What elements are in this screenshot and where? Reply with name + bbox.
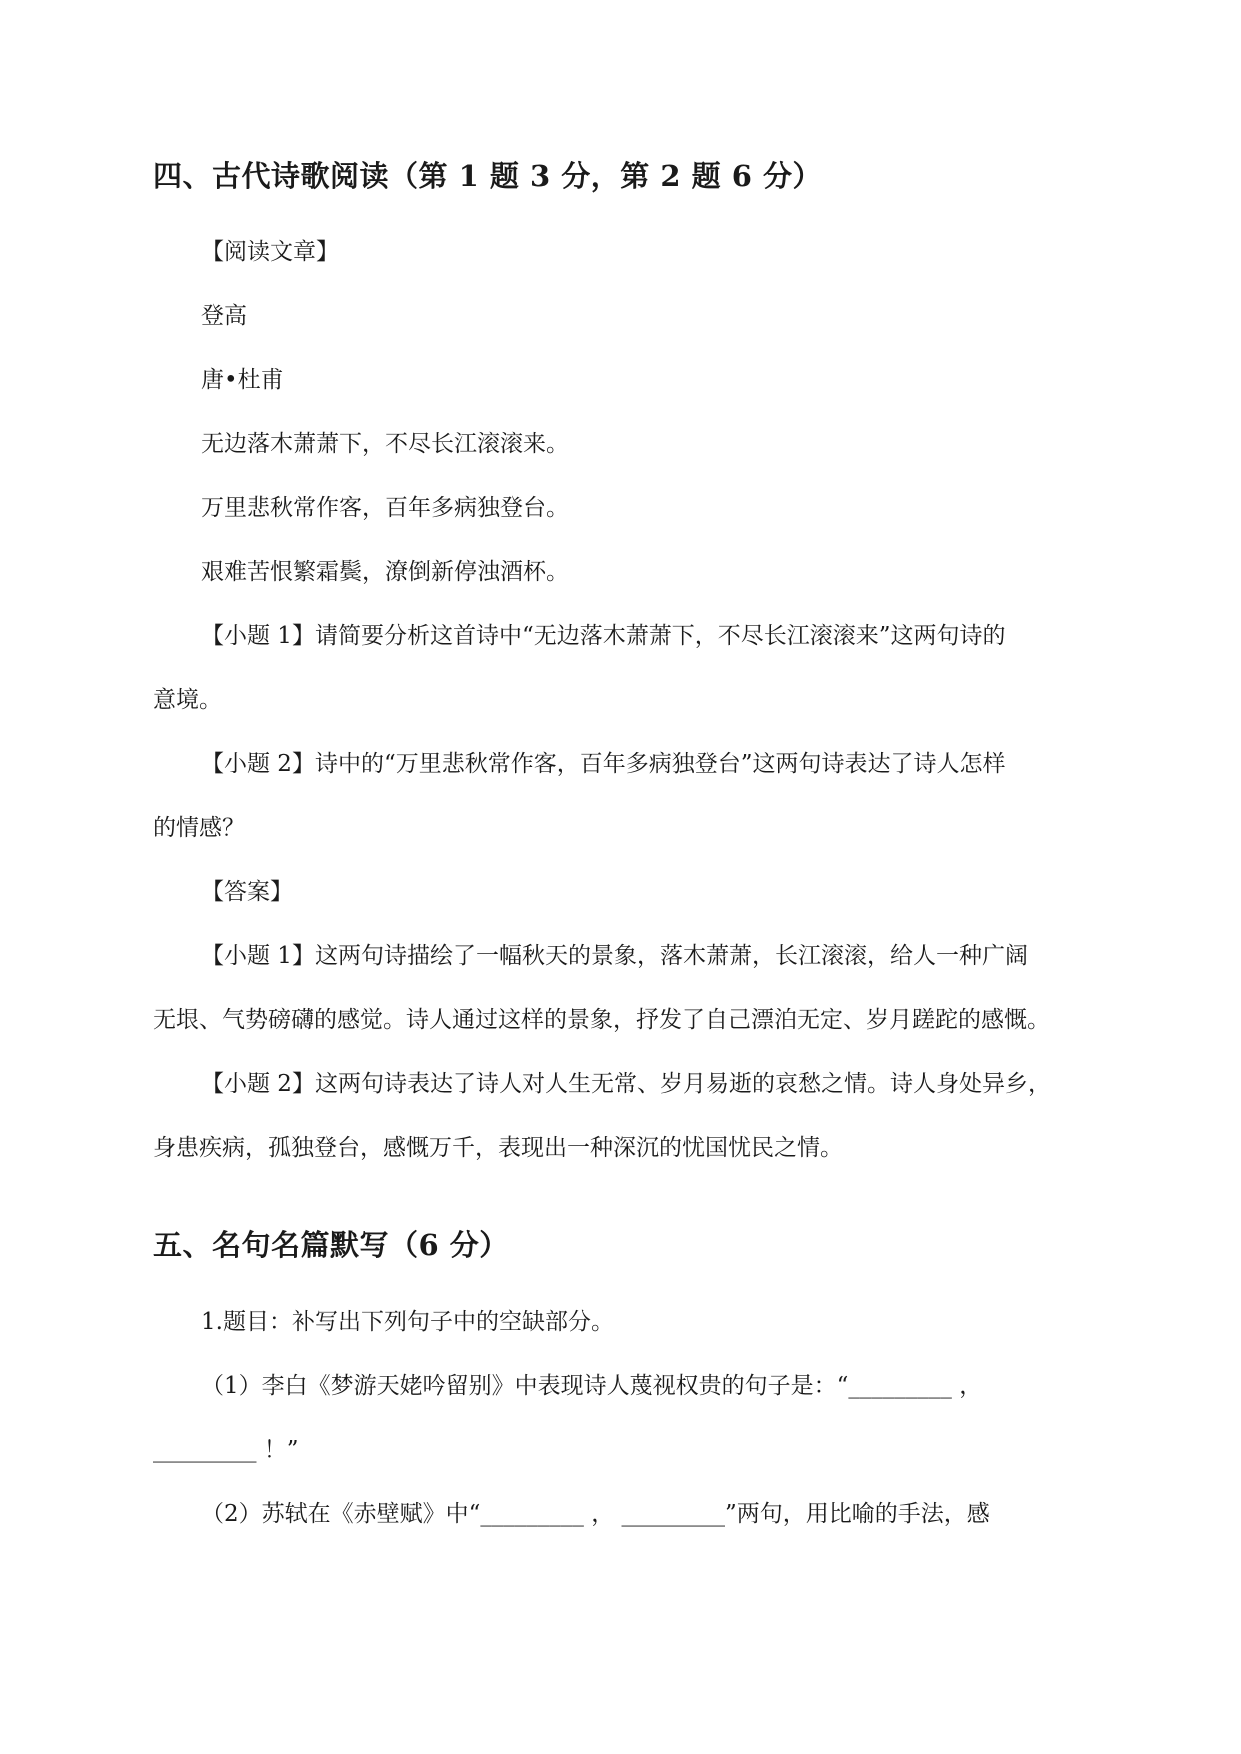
section-heading-poetry: 四、古代诗歌阅读（第 1 题 3 分，第 2 题 6 分） bbox=[153, 159, 822, 193]
question-1-cont: 意境。 bbox=[153, 687, 222, 713]
poem-title: 登高 bbox=[201, 303, 247, 329]
answer-2-cont: 身患疾病，孤独登台，感慨万千，表现出一种深沉的忧国忧民之情。 bbox=[153, 1135, 843, 1161]
question-2: 【小题 2】诗中的“万里悲秋常作客，百年多病独登台”这两句诗表达了诗人怎样 bbox=[201, 751, 1006, 777]
section-heading-dictation: 五、名句名篇默写（6 分） bbox=[153, 1228, 509, 1262]
question-2-cont: 的情感？ bbox=[153, 815, 245, 841]
poem-line: 万里悲秋常作客，百年多病独登台。 bbox=[201, 495, 569, 521]
dictation-sub-1-cont: _________ ！” bbox=[153, 1437, 299, 1463]
dictation-item-1: 1.题目：补写出下列句子中的空缺部分。 bbox=[201, 1309, 614, 1335]
reading-label: 【阅读文章】 bbox=[201, 239, 339, 265]
poem-line: 艰难苦恨繁霜鬓，潦倒新停浊酒杯。 bbox=[201, 559, 569, 585]
poem-line: 无边落木萧萧下，不尽长江滚滚来。 bbox=[201, 431, 569, 457]
question-1: 【小题 1】请简要分析这首诗中“无边落木萧萧下，不尽长江滚滚来”这两句诗的 bbox=[201, 623, 1006, 649]
answer-2: 【小题 2】这两句诗表达了诗人对人生无常、岁月易逝的哀愁之情。诗人身处异乡， bbox=[201, 1071, 1051, 1097]
dictation-sub-1: （1）李白《梦游天姥吟留别》中表现诗人蔑视权贵的句子是：“_________ ， bbox=[201, 1373, 983, 1399]
answer-1-cont: 无垠、气势磅礴的感觉。诗人通过这样的景象，抒发了自己漂泊无定、岁月蹉跎的感慨。 bbox=[153, 1007, 1050, 1033]
answer-1: 【小题 1】这两句诗描绘了一幅秋天的景象，落木萧萧，长江滚滚，给人一种广阔 bbox=[201, 943, 1028, 969]
poem-author: 唐•杜甫 bbox=[201, 367, 284, 393]
answer-label: 【答案】 bbox=[201, 879, 293, 905]
dictation-sub-2: （2）苏轼在《赤壁赋》中“_________ ， _________”两句，用比喻的手法，感 bbox=[201, 1501, 990, 1527]
